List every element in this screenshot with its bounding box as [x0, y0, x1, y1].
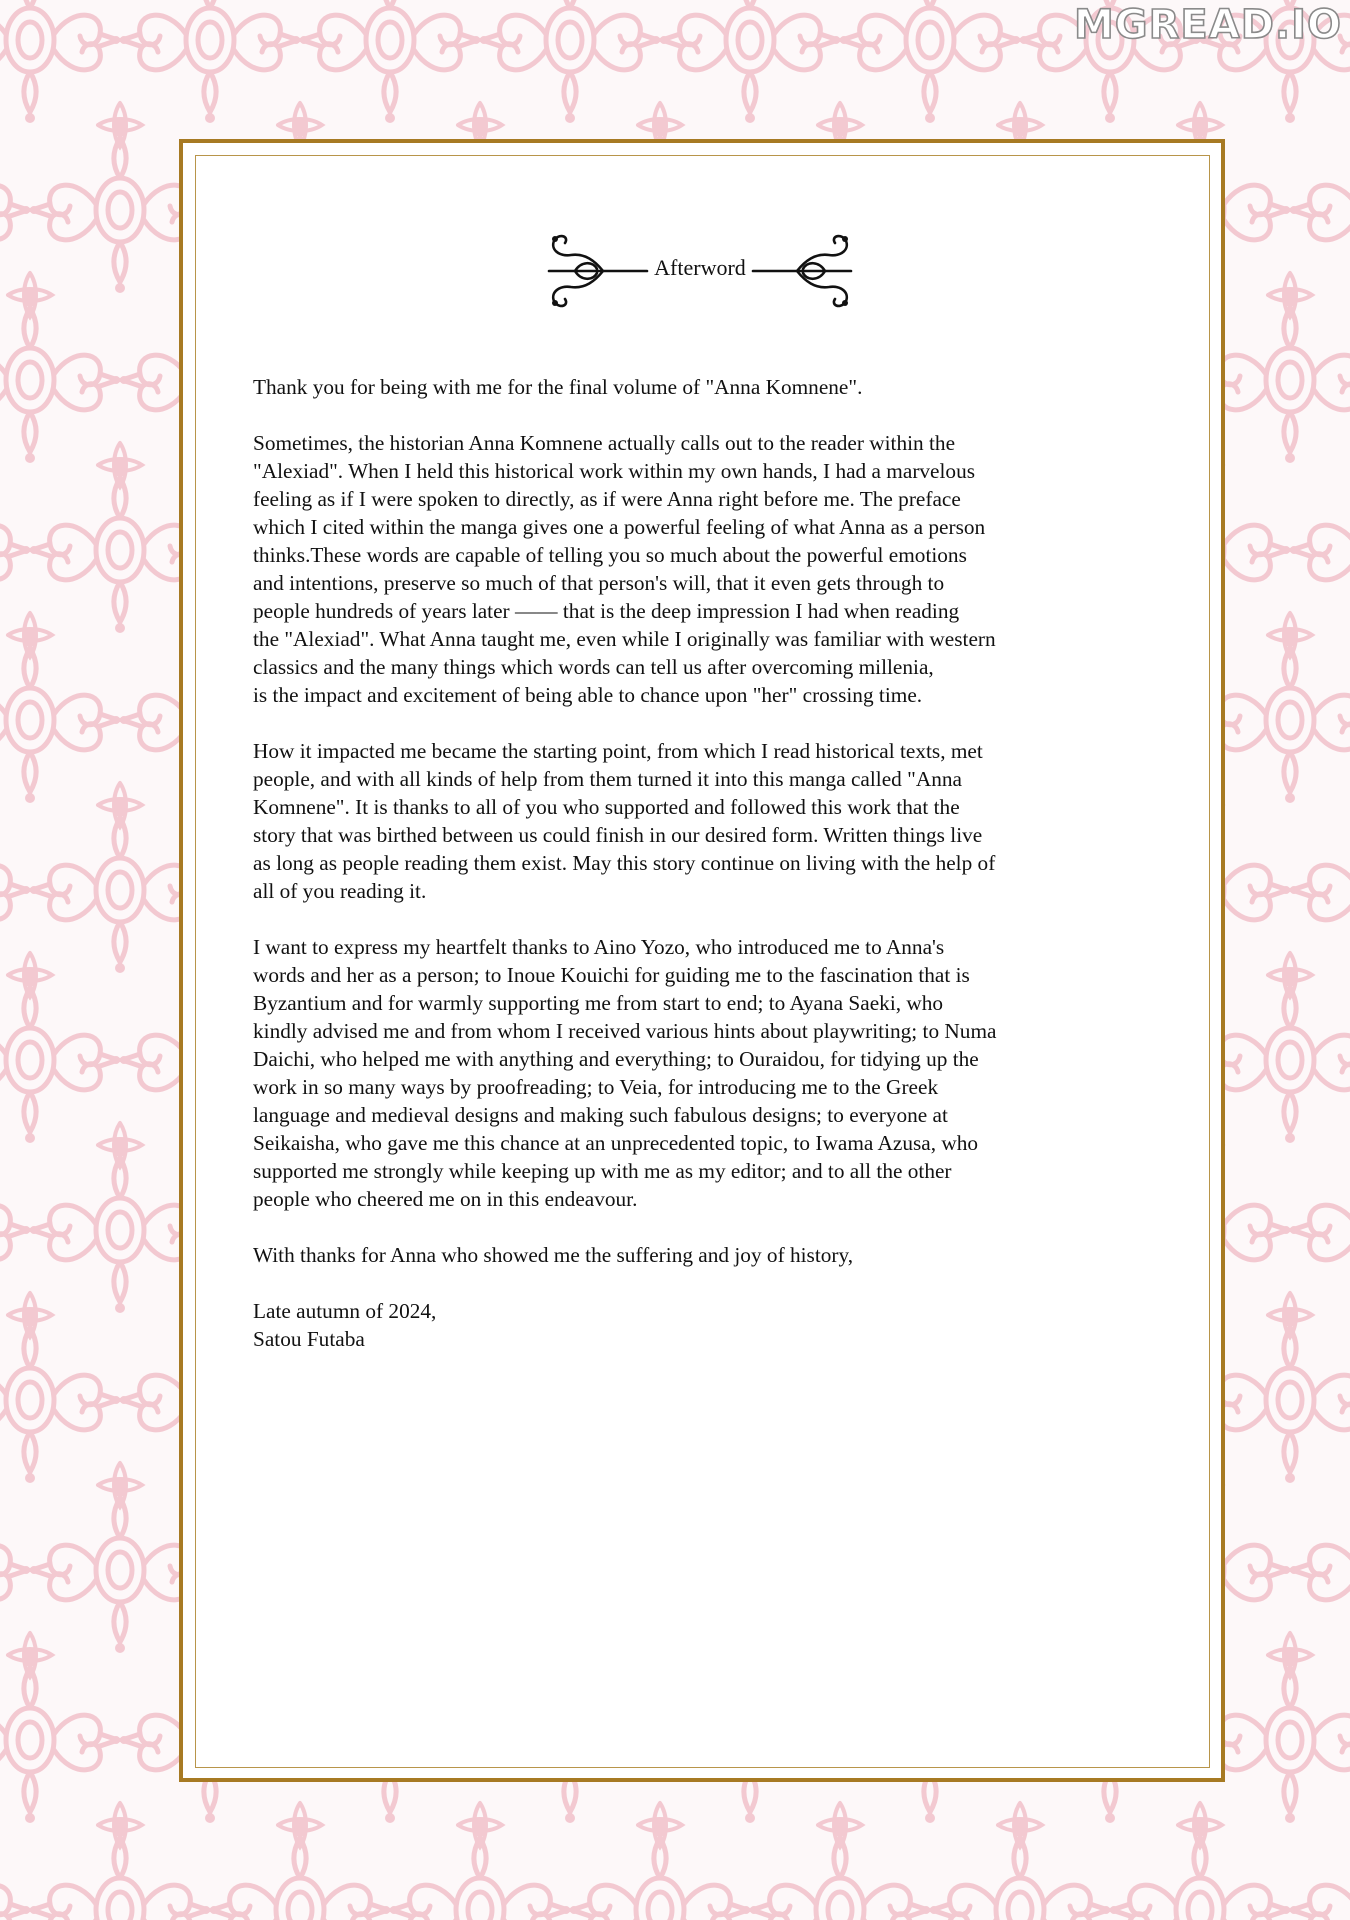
signature-block: Late autumn of 2024, Satou Futaba [253, 1299, 437, 1351]
letter-paragraph: Sometimes, the historian Anna Komnene actually calls out to the reader within the "Alexiad". When I held this historical work within my own hands, I had a marvelous feeling as if I were spoken to directly, as if were Anna right before me. The preface which I cited within the manga gives one a powerful feeling of what Anna as a person thinks.These words are capable of telling you so much about the powerful emotions and intentions, preserve so much of that person's will, that it even gets through to people hundreds of years later —— that is the deep impression I had when reading the "Alexiad". What Anna taught me, even while I originally was familiar with western classics and the many things which words can tell us after overcoming millenia, is the impact and excitement of being able to chance upon "her" crossing time. [253, 431, 996, 707]
site-watermark: MGREAD.IO [1073, 2, 1342, 48]
letter-paragraph: I want to express my heartfelt thanks to Aino Yozo, who introduced me to Anna's words and her as a person; to Inoue Kouichi for guiding me to the fascination that is Byzantium and for warmly supporting me from start to end; to Ayana Saeki, who kindly advised me and from whom I received various hints about playwriting; to Numa Daichi, who helped me with anything and everything; to Ouraidou, for tidying up the work in so many ways by proofreading; to Veia, for introducing me to the Greek language and medieval designs and making such fabulous designs; to everyone at Seikaisha, who gave me this chance at an unprecedented topic, to Iwama Azusa, who supported me strongly while keeping up with me as my editor; and to all the other people who cheered me on in this endeavour. [253, 935, 997, 1211]
letter-paragraph: With thanks for Anna who showed me the suffering and joy of history, [253, 1243, 854, 1267]
afterword-title: Afterword [654, 255, 746, 280]
afterword-heading [545, 226, 855, 316]
afterword-body [253, 373, 1153, 1353]
letter-paragraph: How it impacted me became the starting point, from which I read historical texts, met people, and with all kinds of help from them turned it into this manga called "Anna Komnene". It is thanks to all of you who supported and followed this work that the story that was birthed between us could finish in our desired form. Written things live as long as people reading them exist. May this story continue on living with the help of all of you reading it. [253, 739, 996, 903]
scroll-flourish-icon [750, 231, 855, 311]
letter-paragraph: Thank you for being with me for the final volume of "Anna Komnene". [253, 375, 863, 399]
